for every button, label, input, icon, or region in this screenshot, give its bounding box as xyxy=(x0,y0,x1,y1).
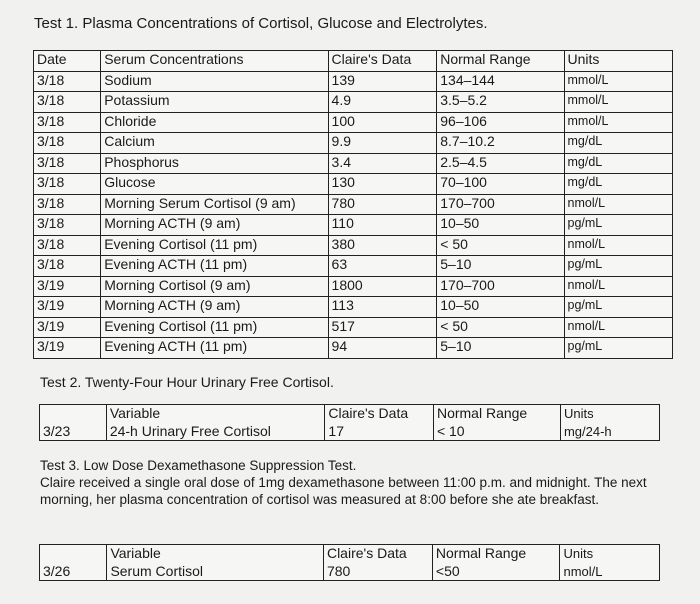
date-cell: 3/18 xyxy=(34,256,101,277)
header-variable: Variable xyxy=(107,545,324,563)
header-claires-data: Claire's Data xyxy=(323,545,432,563)
table-row xyxy=(34,338,673,359)
table-row xyxy=(34,112,673,133)
units-cell: mg/24-h xyxy=(560,423,659,441)
normal-range-cell: 10–50 xyxy=(437,297,564,318)
claires-data-cell: 110 xyxy=(328,215,437,236)
date-cell: 3/18 xyxy=(34,92,101,113)
table-row xyxy=(34,153,673,174)
table-header-row xyxy=(40,545,660,563)
normal-range-cell: 2.5–4.5 xyxy=(437,153,564,174)
variable-cell: Serum Cortisol xyxy=(107,563,324,581)
test3-description: Claire received a single oral dose of 1mg dexamethasone between 11:00 p.m. and midnight. The next morning, her plasma concentration of cortisol was measured at 8:00 before she ate breakfast. xyxy=(40,475,647,507)
table-row xyxy=(34,133,673,154)
blank-cell xyxy=(40,405,107,423)
units-cell: nmol/L xyxy=(564,317,673,338)
units-cell: nmol/L xyxy=(564,235,673,256)
units-cell: nmol/L xyxy=(564,194,673,215)
claires-data-cell: 113 xyxy=(328,297,437,318)
header-normal-range: Normal Range xyxy=(432,545,560,563)
variable-cell: 24-h Urinary Free Cortisol xyxy=(106,423,325,441)
serum-cell: Potassium xyxy=(101,92,328,113)
date-cell: 3/19 xyxy=(34,276,101,297)
date-cell: 3/18 xyxy=(34,153,101,174)
table-row xyxy=(34,215,673,236)
table-row xyxy=(34,256,673,277)
date-cell: 3/23 xyxy=(40,423,107,441)
claires-data-cell: 1800 xyxy=(328,276,437,297)
units-cell: pg/mL xyxy=(564,215,673,236)
units-cell: mmol/L xyxy=(564,71,673,92)
header-date: Date xyxy=(34,51,101,72)
claires-data-cell: 380 xyxy=(328,235,437,256)
serum-cell: Evening ACTH (11 pm) xyxy=(101,338,328,359)
claires-data-cell: 94 xyxy=(328,338,437,359)
date-cell: 3/18 xyxy=(34,112,101,133)
claires-data-cell: 63 xyxy=(328,256,437,277)
header-serum: Serum Concentrations xyxy=(101,51,328,72)
claires-data-cell: 780 xyxy=(323,563,432,581)
units-cell: mmol/L xyxy=(564,112,673,133)
normal-range-cell: 134–144 xyxy=(437,71,564,92)
normal-range-cell: < 50 xyxy=(437,317,564,338)
claires-data-cell: 3.4 xyxy=(328,153,437,174)
test1-title: Test 1. Plasma Concentrations of Cortisol, Glucose and Electrolytes. xyxy=(34,15,488,32)
claires-data-cell: 9.9 xyxy=(328,133,437,154)
table-row xyxy=(34,297,673,318)
serum-cell: Phosphorus xyxy=(101,153,328,174)
header-variable: Variable xyxy=(106,405,325,423)
date-cell: 3/18 xyxy=(34,235,101,256)
units-cell: nmol/L xyxy=(564,276,673,297)
units-cell: pg/mL xyxy=(564,338,673,359)
normal-range-cell: 3.5–5.2 xyxy=(437,92,564,113)
serum-cell: Evening ACTH (11 pm) xyxy=(101,256,328,277)
header-normal-range: Normal Range xyxy=(433,405,560,423)
normal-range-cell: 8.7–10.2 xyxy=(437,133,564,154)
claires-data-cell: 130 xyxy=(328,174,437,195)
claires-data-cell: 17 xyxy=(325,423,434,441)
normal-range-cell: < 10 xyxy=(433,423,560,441)
table-row xyxy=(34,317,673,338)
table-row xyxy=(34,235,673,256)
normal-range-cell: 10–50 xyxy=(437,215,564,236)
date-cell: 3/19 xyxy=(34,297,101,318)
table-row xyxy=(34,174,673,195)
units-cell: pg/mL xyxy=(564,256,673,277)
table-row xyxy=(40,423,660,441)
date-cell: 3/18 xyxy=(34,174,101,195)
claires-data-cell: 517 xyxy=(328,317,437,338)
serum-cell: Morning ACTH (9 am) xyxy=(101,297,328,318)
normal-range-cell: 96–106 xyxy=(437,112,564,133)
test3-title: Test 3. Low Dose Dexamethasone Suppression Test. xyxy=(40,458,357,473)
table-header-row xyxy=(34,51,673,72)
blank-cell xyxy=(40,545,107,563)
serum-cell: Evening Cortisol (11 pm) xyxy=(101,317,328,338)
header-units: Units xyxy=(560,405,659,423)
test1-table xyxy=(33,50,673,359)
date-cell: 3/19 xyxy=(34,317,101,338)
date-cell: 3/18 xyxy=(34,194,101,215)
claires-data-cell: 100 xyxy=(328,112,437,133)
units-cell: mg/dL xyxy=(564,174,673,195)
claires-data-cell: 780 xyxy=(328,194,437,215)
normal-range-cell: 5–10 xyxy=(437,256,564,277)
normal-range-cell: 170–700 xyxy=(437,194,564,215)
test2-table xyxy=(39,404,660,441)
units-cell: mg/dL xyxy=(564,133,673,154)
normal-range-cell: < 50 xyxy=(437,235,564,256)
table-row xyxy=(34,71,673,92)
date-cell: 3/26 xyxy=(40,563,107,581)
test2-title: Test 2. Twenty-Four Hour Urinary Free Cortisol. xyxy=(40,374,334,390)
header-claires-data: Claire's Data xyxy=(325,405,434,423)
table-row xyxy=(40,563,660,581)
test3-table xyxy=(39,544,660,581)
table-header-row xyxy=(40,405,660,423)
normal-range-cell: <50 xyxy=(432,563,560,581)
date-cell: 3/19 xyxy=(34,338,101,359)
claires-data-cell: 139 xyxy=(328,71,437,92)
serum-cell: Evening Cortisol (11 pm) xyxy=(101,235,328,256)
units-cell: nmol/L xyxy=(560,563,660,581)
date-cell: 3/18 xyxy=(34,215,101,236)
serum-cell: Morning Cortisol (9 am) xyxy=(101,276,328,297)
units-cell: mg/dL xyxy=(564,153,673,174)
units-cell: pg/mL xyxy=(564,297,673,318)
table-row xyxy=(34,276,673,297)
header-normal-range: Normal Range xyxy=(437,51,564,72)
serum-cell: Chloride xyxy=(101,112,328,133)
units-cell: mmol/L xyxy=(564,92,673,113)
serum-cell: Sodium xyxy=(101,71,328,92)
header-units: Units xyxy=(564,51,673,72)
header-claires-data: Claire's Data xyxy=(328,51,437,72)
date-cell: 3/18 xyxy=(34,133,101,154)
serum-cell: Calcium xyxy=(101,133,328,154)
normal-range-cell: 70–100 xyxy=(437,174,564,195)
table-row xyxy=(34,194,673,215)
header-units: Units xyxy=(560,545,660,563)
date-cell: 3/18 xyxy=(34,71,101,92)
table-row xyxy=(34,92,673,113)
normal-range-cell: 5–10 xyxy=(437,338,564,359)
claires-data-cell: 4.9 xyxy=(328,92,437,113)
serum-cell: Morning ACTH (9 am) xyxy=(101,215,328,236)
serum-cell: Morning Serum Cortisol (9 am) xyxy=(101,194,328,215)
normal-range-cell: 170–700 xyxy=(437,276,564,297)
serum-cell: Glucose xyxy=(101,174,328,195)
